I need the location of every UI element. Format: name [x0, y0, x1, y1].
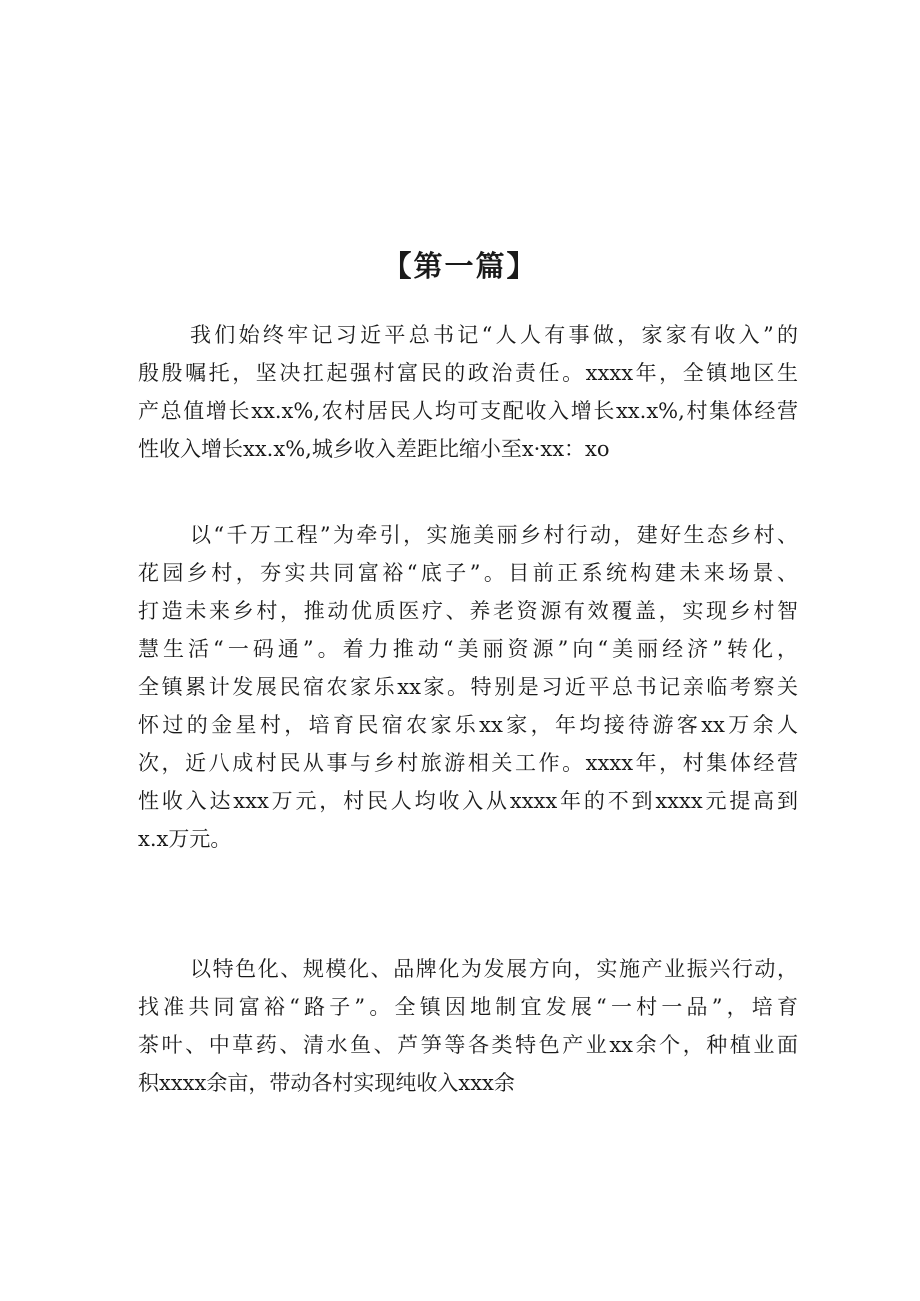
document-title: 【第一篇】 — [382, 249, 538, 283]
paragraph-line: 次，近八成村民从事与乡村旅游相关工作。xxxx年，村集体经营 — [138, 751, 798, 775]
paragraph-line: 殷殷嘱托，坚决扛起强村富民的政治责任。xxxx年，全镇地区生 — [138, 361, 798, 385]
paragraph-line: 茶叶、中草药、清水鱼、芦笋等各类特色产业xx余个，种植业面 — [138, 1033, 798, 1057]
paragraph-1 — [138, 316, 798, 468]
paragraph-line: 性收入增长xx.x%,城乡收入差距比缩小至x·xx：xo — [138, 437, 610, 461]
paragraph-line: 花园乡村，夯实共同富裕“底子”。目前正系统构建未来场景、 — [138, 561, 798, 585]
paragraph-line: 产总值增长xx.x%,农村居民人均可支配收入增长xx.x%,村集体经营 — [138, 399, 798, 423]
paragraph-line: 性收入达xxx万元，村民人均收入从xxxx年的不到xxxx元提高到 — [138, 789, 798, 813]
paragraph-line: 找准共同富裕“路子”。全镇因地制宜发展“一村一品”，培育 — [138, 995, 798, 1019]
paragraph-line: 积xxxx余亩，带动各村实现纯收入xxx余 — [138, 1071, 515, 1095]
paragraph-line: 我们始终牢记习近平总书记“人人有事做，家家有收入”的 — [190, 323, 798, 347]
paragraph-2 — [138, 516, 798, 858]
paragraph-3 — [138, 950, 798, 1102]
paragraph-line: 打造未来乡村，推动优质医疗、养老资源有效覆盖，实现乡村智 — [138, 599, 798, 623]
paragraph-line: 以特色化、规模化、品牌化为发展方向，实施产业振兴行动， — [190, 957, 798, 981]
paragraph-line: x.x万元。 — [138, 827, 232, 851]
paragraph-line: 怀过的金星村，培育民宿农家乐xx家，年均接待游客xx万余人 — [138, 713, 798, 737]
paragraph-line: 慧生活“一码通”。着力推动“美丽资源”向“美丽经济”转化， — [138, 637, 798, 661]
paragraph-line: 全镇累计发展民宿农家乐xx家。特别是习近平总书记亲临考察关 — [138, 675, 798, 699]
paragraph-line: 以“千万工程”为牵引，实施美丽乡村行动，建好生态乡村、 — [190, 523, 798, 547]
